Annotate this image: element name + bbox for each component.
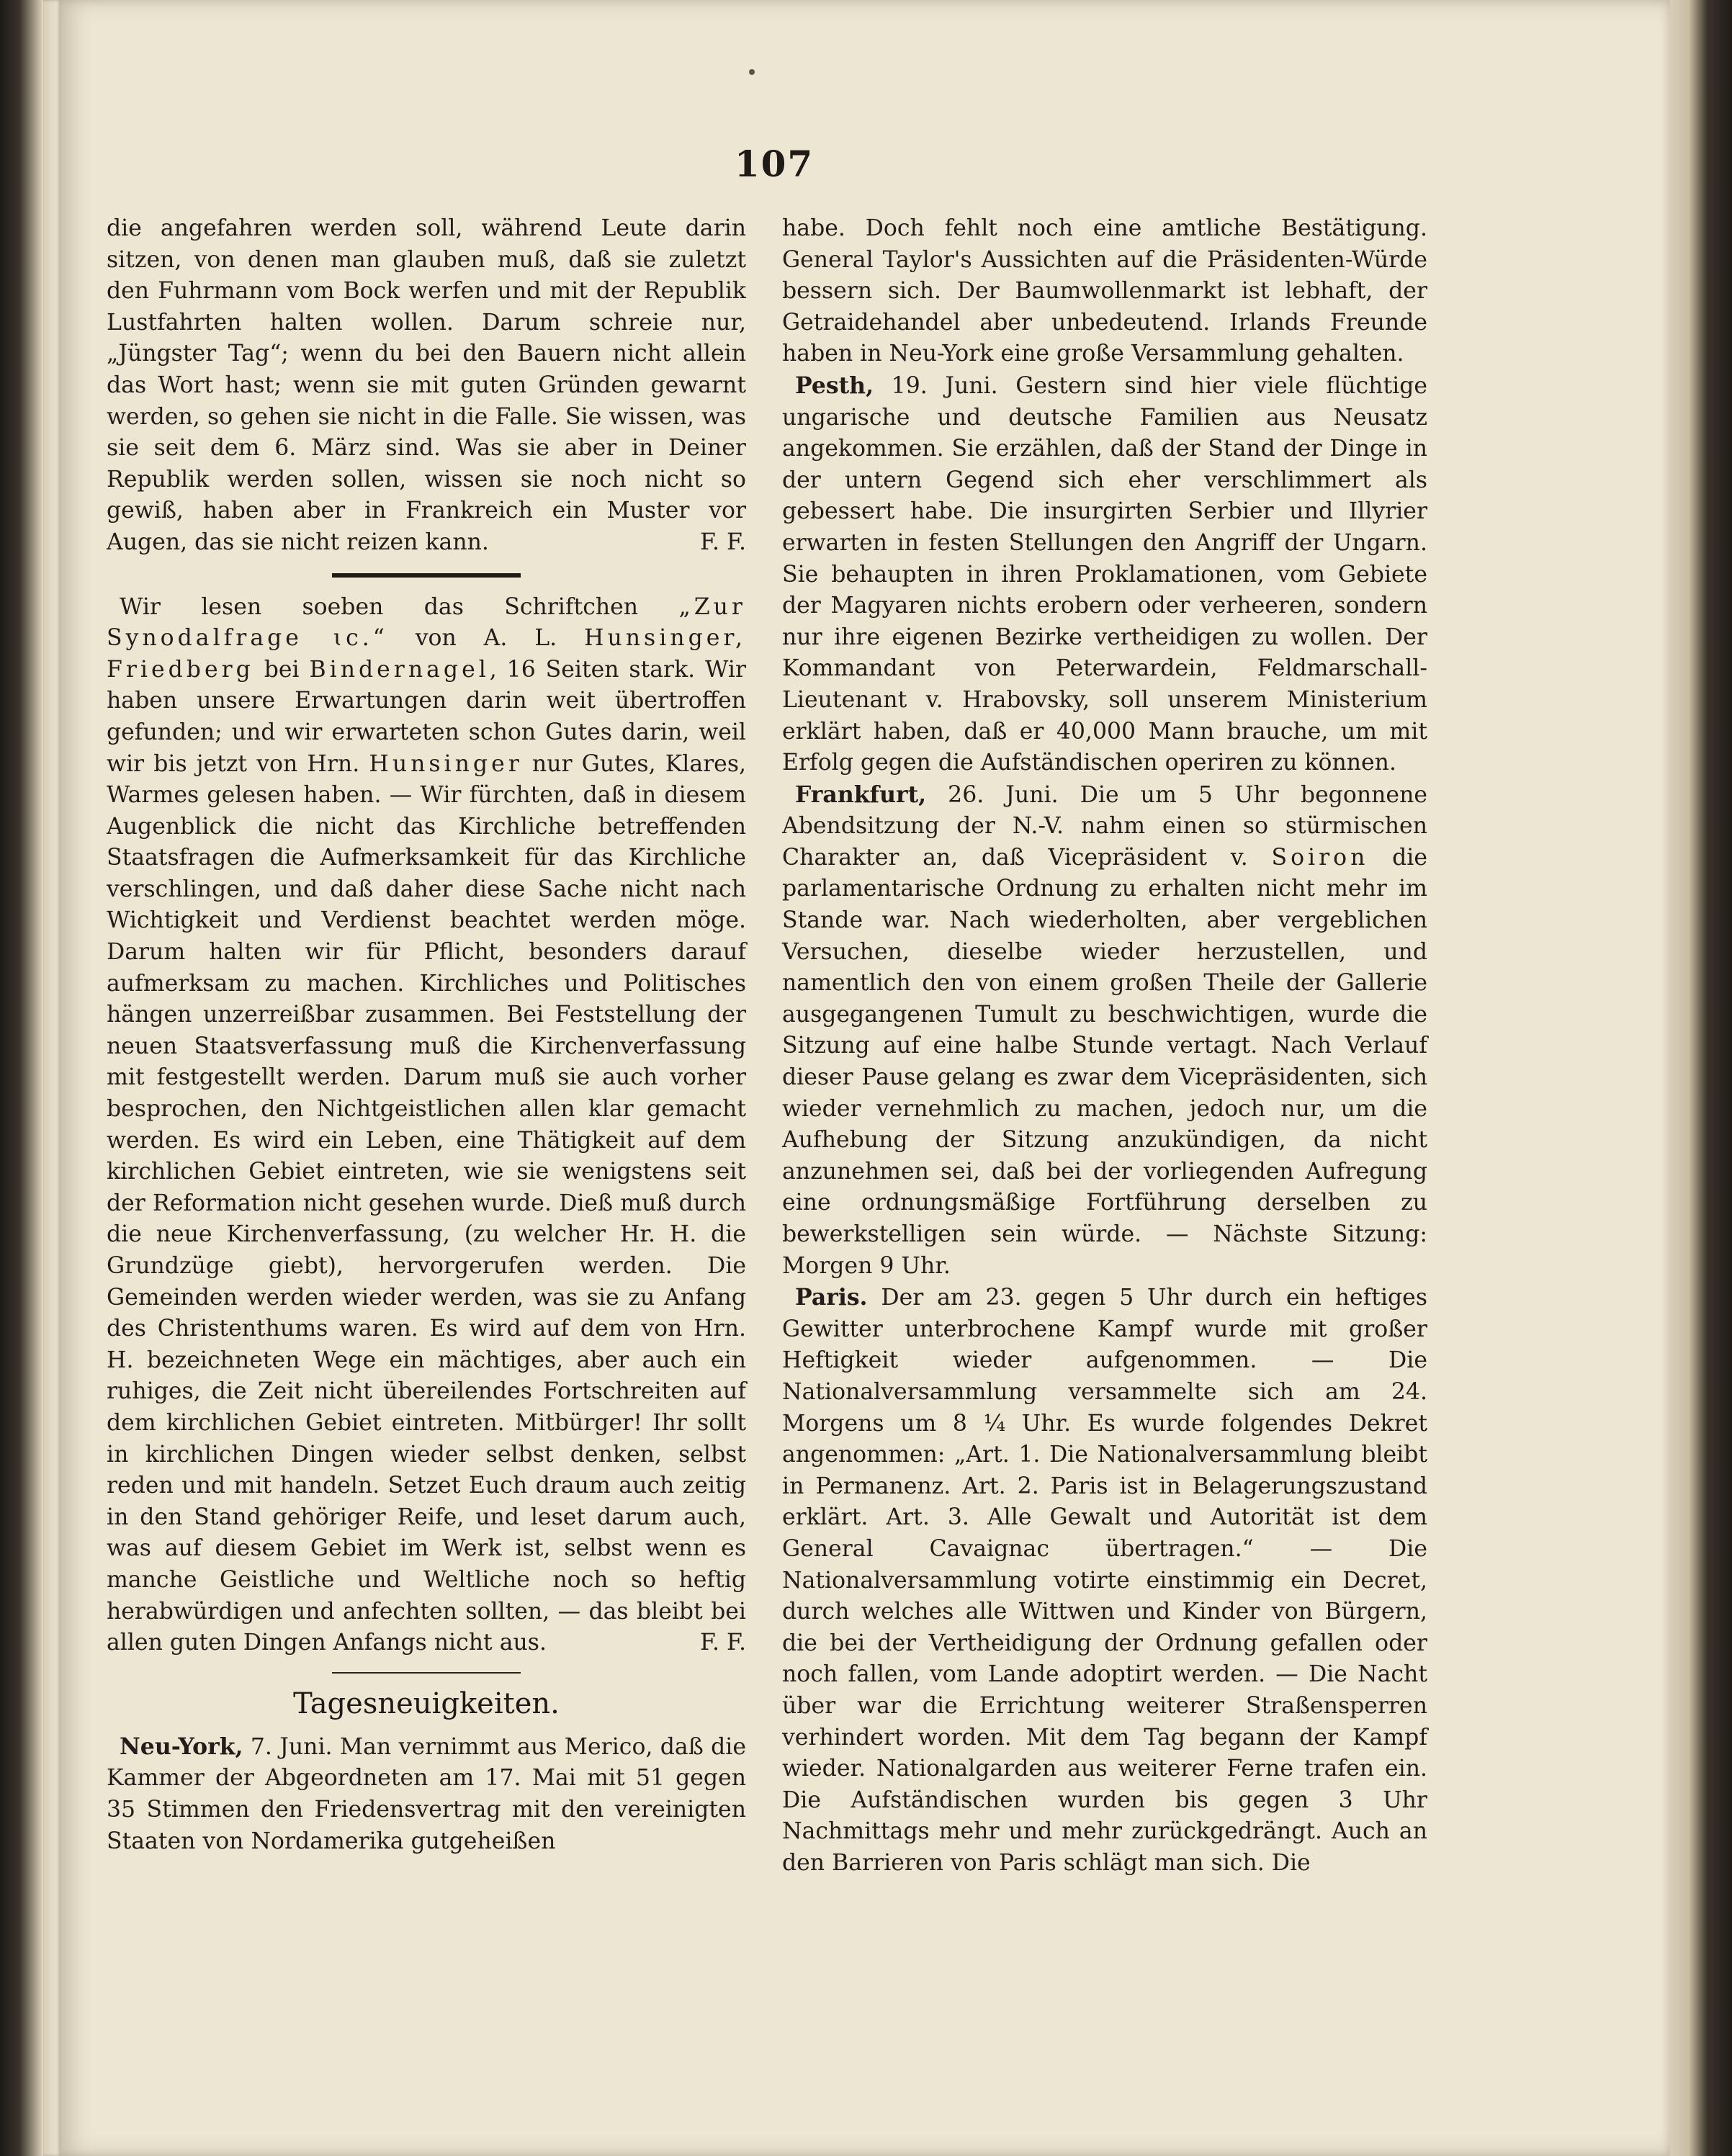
book-author: Hunsinger, Friedberg: [107, 625, 746, 683]
page-fore-edge: [1670, 0, 1732, 2156]
previous-page-edge: [43, 0, 60, 2156]
book-review: [107, 592, 746, 1659]
book-review-text: bei: [253, 656, 310, 683]
left-column: [107, 213, 746, 1857]
dateline-place: Frankfurt,: [795, 781, 927, 808]
book-review-text: , 16 Seiten stark. Wir haben unsere Erwartungen darin weit übertroffen gefunden; und wir erwarteten schon Gutes darin, weil wir bis jetzt von Hrn.: [107, 656, 747, 777]
news-text: Der am 23. gegen 5 Uhr durch ein heftiges Gewitter unterbrochene Kampf wurde mit großer Heftigkeit wieder aufgenommen. — Die Nationalversammlung versammelte sich am 24. Morgens um 8 ¼ Uhr. Es wurde folgendes Dekret angenommen: „Art. 1. Die Nationalversammlung bleibt in Permanenz. Art. 2. Paris ist in Belagerungszustand erklärt. Art. 3. Alle Gewalt und Autorität ist dem General Cavaignac übertragen.“ — Die Nationalversammlung votirte einstimmig ein Decret, durch welches alle Wittwen und Kinder von Bürgern, die bei der Vertheidigung der Ordnung gefallen oder noch fallen, vom Lande adoptirt werden. — Die Nacht über war die Errichtung weiterer Straßensperren verhindert worden. Mit dem Tag begann der Kampf wieder. Nationalgarden aus weiterer Ferne trafen ein. Die Aufständischen wurden bis gegen 3 Uhr Nachmittags mehr und mehr zurückgedrängt. Auch an den Barrieren von Paris schlägt man sich. Die: [782, 1285, 1427, 1876]
signature: F. F.: [700, 529, 746, 555]
book-author: Hunsinger: [369, 750, 523, 777]
news-text: 26. Juni. Die um 5 Uhr begonnene Abendsitzung der N.-V. nahm einen so stürmischen Charakter an, daß Vicepräsident v.: [782, 781, 1427, 871]
article-continuation-text: die angefahren werden soll, während Leute darin sitzen, von denen man glauben muß, daß sie zuletzt den Fuhrmann vom Bock werfen und mit der Republik Lustfahrten halten wollen. Darum schreie nur, „Jüngster Tag“; wenn du bei den Bauern nicht allein das Wort hast; wenn sie mit guten Gründen gewarnt werden, so gehen sie nicht in die Falle. Sie wissen, was sie seit dem 6. März sind. Was sie aber in Deiner Republik werden sollen, wissen sie noch nicht so gewiß, haben aber in Frankreich ein Muster vor Augen, das sie nicht reizen kann.: [107, 215, 746, 555]
dateline-place: Pesth,: [795, 372, 874, 399]
person-name: Soiron: [1271, 844, 1369, 871]
news-item-pesth: [782, 370, 1427, 779]
page-number: 107: [734, 143, 815, 185]
news-continuation: [782, 213, 1427, 370]
book-spine: [0, 0, 43, 2156]
news-text: 7. Juni. Man vernimmt aus Merico, daß die Kammer der Abgeordneten am 17. Mai mit 51 gegen 35 Stimmen den Friedensvertrag mit den vereinigten Staaten von Nordamerika gutgeheißen: [107, 1733, 746, 1854]
dateline-place: Neu-York,: [120, 1733, 243, 1760]
section-divider: [332, 573, 521, 578]
right-column: [782, 213, 1427, 1879]
section-divider: [332, 1672, 521, 1674]
ink-dot: [749, 69, 755, 75]
book-review-text: Wir lesen soeben das Schriftchen: [120, 593, 679, 620]
book-review-text: nur Gutes, Klares, Warmes gelesen haben. — Wir fürchten, daß in diesem Augenblick die nicht das Kirchliche betreffenden Staatsfragen die Aufmerksamkeit für das Kirchliche verschlingen, und daß daher diese Sache nicht nach Wichtigkeit und Verdienst beachtet werden möge. Darum halten wir für Pflicht, besonders darauf aufmerksam zu machen. Kirchliches und Politisches hängen unzerreißbar zusammen. Bei Feststellung der neuen Staatsverfassung muß die Kirchenverfassung mit festgestellt werden. Darum muß sie auch vorher besprochen, den Nichtgeistlichen allen klar gemacht werden. Es wird ein Leben, eine Thätigkeit auf dem kirchlichen Gebiet eintreten, wie sie wenigstens seit der Reformation nicht gesehen wurde. Dieß muß durch die neue Kirchenverfassung, (zu welcher Hr. H. die Grundzüge giebt), hervorgerufen werden. Die Gemeinden werden wieder werden, was sie zu Anfang des Christenthums waren. Es wird auf dem von Hrn. H. bezeichneten Wege ein mächtiges, aber auch ein ruhiges, die Zeit nicht übereilendes Fortschreiten auf dem kirchlichen Gebiet eintreten. Mitbürger! Ihr sollt in kirchlichen Dingen wieder selbst denken, selbst reden und mit handeln. Setzet Euch draum auch zeitig in den Stand gehöriger Reife, und leset darum auch, was auf diesem Gebiet im Werk ist, selbst wenn es manche Geistliche und Weltliche noch so heftig herabwürdigen und anfechten sollten, — das bleibt bei allen guten Dingen Anfangs nicht aus.: [107, 750, 746, 1656]
news-text: 19. Juni. Gestern sind hier viele flüchtige ungarische und deutsche Familien aus Neusatz angekommen. Sie erzählen, daß der Stand der Dinge in der untern Gegend sich eher verschlimmert als gebessert habe. Die insurgirten Serbier und Illyrier erwarten in festen Stellungen den Angriff der Ungarn. Sie behaupten in ihren Proklamationen, vom Gebiete der Magyaren nichts erobern oder verheeren, sondern nur ihre eigenen Bezirke vertheidigen zu wollen. Der Kommandant von Peterwardein, Feldmarschall-Lieutenant v. Hrabovsky, soll unserem Ministerium erklärt haben, daß er 40,000 Mann brauche, um mit Erfolg gegen die Aufständischen operiren zu können.: [782, 372, 1427, 776]
dateline-place: Paris.: [795, 1284, 868, 1311]
article-continuation: [107, 213, 746, 559]
book-title: „Zur Synodalfrage ɩc.“: [107, 593, 746, 652]
book-publisher: Bindernagel: [309, 656, 490, 683]
news-text: die parlamentarische Ordnung zu erhalten nicht mehr im Stande war. Nach wiederholten, aber vergeblichen Versuchen, dieselbe wieder herzustellen, und namentlich den von einem großen Theile der Gallerie ausgegangenen Tumult zu beschwichtigen, wurde die Sitzung auf eine halbe Stunde vertagt. Nach Verlauf dieser Pause gelang es zwar dem Vicepräsidenten, sich wieder vernehmlich zu machen, jedoch nur, um die Aufhebung der Sitzung anzukündigen, da nicht anzunehmen sei, daß bei der vorliegenden Aufregung eine ordnungsmäßige Fortführung derselben zu bewerkstelligen sein würde. — Nächste Sitzung: Morgen 9 Uhr.: [782, 844, 1427, 1279]
news-item-frankfurt: [782, 779, 1427, 1283]
book-review-text: von A. L.: [387, 625, 584, 652]
news-text: habe. Doch fehlt noch eine amtliche Bestätigung. General Taylor's Aussichten auf die Präsidenten-Würde bessern sich. Der Baumwollenmarkt ist lebhaft, der Getraidehandel aber unbedeutend. Irlands Freunde haben in Neu-York eine große Versammlung gehalten.: [782, 215, 1427, 367]
signature: F. F.: [700, 1630, 746, 1656]
news-item-paris: [782, 1282, 1427, 1879]
section-title: Tagesneuigkeiten.: [293, 1686, 560, 1720]
news-item-newyork: [107, 1731, 746, 1857]
